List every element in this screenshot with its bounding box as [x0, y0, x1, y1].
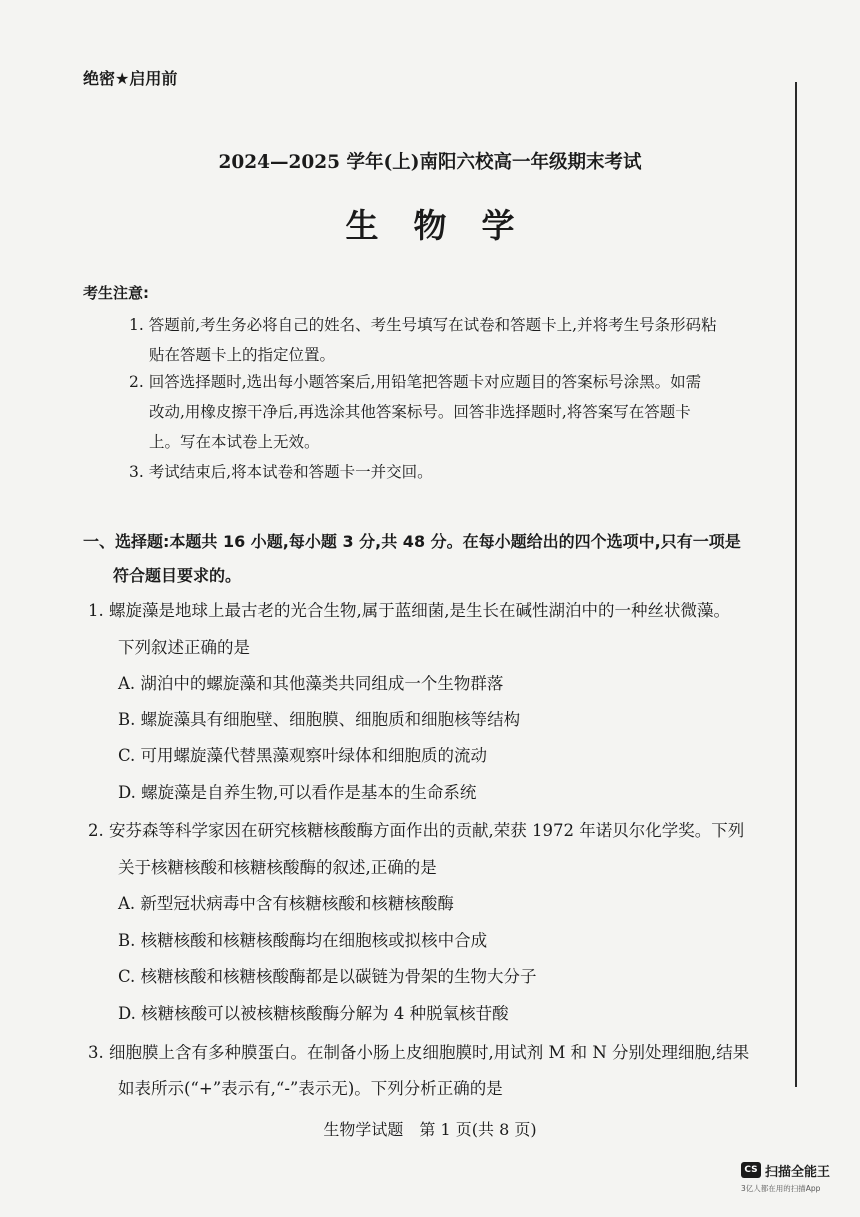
confidential-label: 绝密★启用前 [83, 69, 178, 88]
page-footer: 生物学试题 第 1 页(共 8 页) [323, 1120, 537, 1139]
question-1-option-b: B. 螺旋藻具有细胞壁、细胞膜、细胞质和细胞核等结构 [118, 710, 521, 729]
question-1-option-a: A. 湖泊中的螺旋藻和其他藻类共同组成一个生物群落 [118, 674, 504, 693]
exam-title: 2024—2025 学年(上)南阳六校高一年级期末考试 [218, 152, 642, 173]
notice-item-1 [129, 310, 777, 370]
question-2-option-d: D. 核糖核酸可以被核糖核酸酶分解为 4 种脱氧核苷酸 [118, 1004, 509, 1023]
notice-text: 2. 回答选择题时,选出每小题答案后,用铅笔把答题卡对应题目的答案标号涂黑。如需 [129, 373, 702, 391]
question-2-stem: 2. 安芬森等科学家因在研究核糖核酸酶方面作出的贡献,荣获 1972 年诺贝尔化学奖。下列 [88, 821, 745, 840]
watermark-tagline: 3亿人都在用的扫描App [741, 1184, 821, 1193]
notice-text: 改动,用橡皮擦干净后,再选涂其他答案标号。回答非选择题时,将答案写在答题卡 [149, 403, 691, 421]
watermark-name: 扫描全能王 [765, 1165, 831, 1180]
section-heading-line: 符合题目要求的。 [113, 566, 242, 585]
section-heading-line: 一、选择题:本题共 16 小题,每小题 3 分,共 48 分。在每小题给出的四个选项中,只有一项是 [83, 532, 741, 551]
notice-text: 上。写在本试卷上无效。 [149, 433, 320, 451]
question-1-option-c: C. 可用螺旋藻代替黑藻观察叶绿体和细胞质的流动 [118, 746, 488, 765]
question-2-option-b: B. 核糖核酸和核糖核酸酶均在细胞核或拟核中合成 [118, 931, 488, 950]
notice-item-2 [129, 367, 777, 457]
question-3-stem-cont: 如表所示(“+”表示有,“-”表示无)。下列分析正确的是 [118, 1079, 503, 1098]
question-1-option-d: D. 螺旋藻是自养生物,可以看作是基本的生命系统 [118, 783, 477, 802]
notice-text: 贴在答题卡上的指定位置。 [149, 346, 336, 364]
notice-text: 3. 考试结束后,将本试卷和答题卡一并交回。 [129, 463, 433, 481]
question-1-stem: 1. 螺旋藻是地球上最古老的光合生物,属于蓝细菌,是生长在碱性湖泊中的一种丝状微藻。 [88, 601, 730, 620]
notice-item-3 [129, 457, 777, 487]
section-heading [83, 525, 783, 593]
question-2-option-a: A. 新型冠状病毒中含有核糖核酸和核糖核酸酶 [118, 894, 454, 913]
camscanner-logo-icon: CS [741, 1162, 761, 1178]
question-3-stem: 3. 细胞膜上含有多种膜蛋白。在制备小肠上皮细胞膜时,用试剂 M 和 N 分别处理细胞,结果 [88, 1043, 750, 1062]
question-1-stem-cont: 下列叙述正确的是 [118, 638, 250, 657]
notice-heading: 考生注意: [83, 284, 149, 302]
question-2-stem-cont: 关于核糖核酸和核糖核酸酶的叙述,正确的是 [118, 858, 437, 877]
subject-title: 生物学 [345, 206, 550, 245]
notice-text: 1. 答题前,考生务必将自己的姓名、考生号填写在试卷和答题卡上,并将考生号条形码粘 [129, 316, 717, 334]
question-2-option-c: C. 核糖核酸和核糖核酸酶都是以碳链为骨架的生物大分子 [118, 967, 537, 986]
